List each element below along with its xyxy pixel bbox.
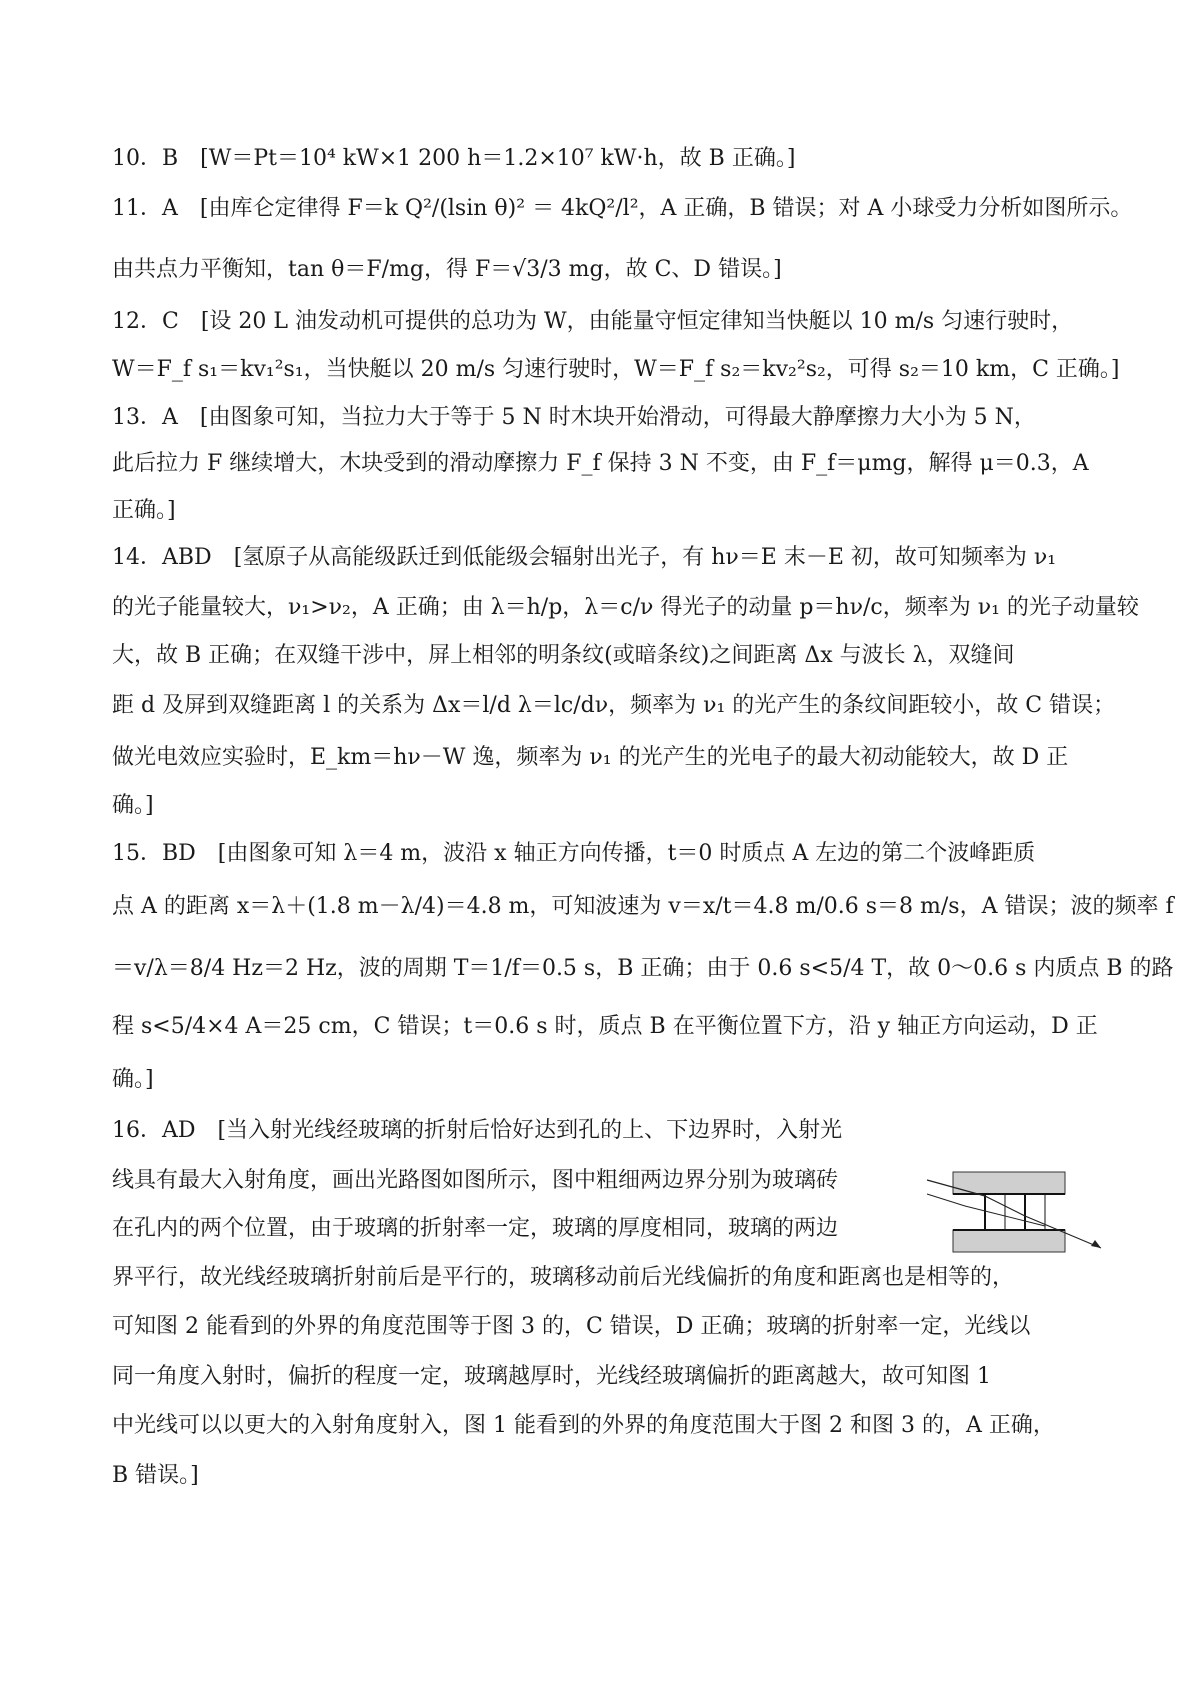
answer-line-14f: 确。] (112, 793, 154, 818)
answer-line-14c: 大，故 B 正确；在双缝干涉中，屏上相邻的明条纹(或暗条纹)之间距离 Δx 与波长 λ，双缝间 (112, 643, 1015, 668)
answer-line-15b: 点 A 的距离 x＝λ＋(1.8 m－λ/4)＝4.8 m，可知波速为 v＝x/t＝4.8 m/0.6 s＝8 m/s，A 错误；波的频率 f (112, 894, 1174, 919)
answer-line-16h: B 错误。] (112, 1463, 199, 1488)
answer-line-13a: 13．A [由图象可知，当拉力大于等于 5 N 时木块开始滑动，可得最大静摩擦力大小为 5 N， (112, 405, 1036, 430)
answer-line-14a: 14．ABD [氢原子从高能级跃迁到低能级会辐射出光子，有 hν＝E 末－E 初，故可知频率为 ν₁ (112, 545, 1057, 570)
answer-line-16e: 可知图 2 能看到的外界的角度范围等于图 3 的，C 错误，D 正确；玻璃的折射率一定，光线以 (112, 1314, 1031, 1339)
answer-line-10: 10．B [W＝Pt＝10⁴ kW×1 200 h＝1.2×10⁷ kW·h，故 B 正确。] (112, 146, 796, 171)
answer-line-15e: 确。] (112, 1067, 154, 1092)
answer-line-16b: 线具有最大入射角度，画出光路图如图所示，图中粗细两边界分别为玻璃砖 (112, 1168, 839, 1193)
answer-line-16f: 同一角度入射时，偏折的程度一定，玻璃越厚时，光线经玻璃偏折的距离越大，故可知图 1 (112, 1364, 991, 1389)
answer-line-16g: 中光线可以以更大的入射角度射入，图 1 能看到的外界的角度范围大于图 2 和图 3 的，A 正确， (112, 1413, 1055, 1438)
answer-line-16c: 在孔内的两个位置，由于玻璃的折射率一定，玻璃的厚度相同，玻璃的两边 (112, 1216, 839, 1241)
answer-line-16a: 16．AD [当入射光线经玻璃的折射后恰好达到孔的上、下边界时，入射光 (112, 1118, 843, 1143)
answer-line-11a: 11．A [由库仑定律得 F＝k Q²/(lsin θ)² ＝ 4kQ²/l²，A 正确，B 错误；对 A 小球受力分析如图所示。 (112, 196, 1133, 221)
answer-line-12a: 12．C [设 20 L 油发动机可提供的总功为 W，由能量守恒定律知当快艇以 10 m/s 匀速行驶时， (112, 309, 1074, 334)
answer-line-15c: ＝v/λ＝8/4 Hz＝2 Hz，波的周期 T＝1/f＝0.5 s，B 正确；由于 0.6 s<5/4 T，故 0～0.6 s 内质点 B 的路 (112, 956, 1174, 981)
answer-line-11b: 由共点力平衡知，tan θ＝F/mg，得 F＝√3/3 mg，故 C、D 错误。] (112, 257, 782, 282)
answer-line-14b: 的光子能量较大，ν₁>ν₂，A 正确；由 λ＝h/p，λ＝c/ν 得光子的动量 p＝hν/c，频率为 ν₁ 的光子动量较 (112, 595, 1139, 620)
answer-line-14e: 做光电效应实验时，E_km＝hν－W 逸，频率为 ν₁ 的光产生的光电子的最大初动能较大，故 D 正 (112, 745, 1069, 770)
answer-line-16d: 界平行，故光线经玻璃折射前后是平行的，玻璃移动前后光线偏折的角度和距离也是相等的， (112, 1265, 1015, 1290)
answer-line-13b: 此后拉力 F 继续增大，木块受到的滑动摩擦力 F_f 保持 3 N 不变，由 F_f＝μmg，解得 μ＝0.3，A (112, 451, 1089, 476)
answer-line-15a: 15．BD [由图象可知 λ＝4 m，波沿 x 轴正方向传播，t＝0 时质点 A 左边的第二个波峰距质 (112, 841, 1036, 866)
answer-line-12b: W＝F_f s₁＝kv₁²s₁，当快艇以 20 m/s 匀速行驶时，W＝F_f s₂＝kv₂²s₂，可得 s₂＝10 km，C 正确。] (112, 357, 1120, 382)
answer-line-13c: 正确。] (112, 498, 176, 523)
glass-refraction-diagram-icon (925, 1168, 1105, 1258)
answer-line-15d: 程 s<5/4×4 A＝25 cm，C 错误；t＝0.6 s 时，质点 B 在平衡位置下方，沿 y 轴正方向运动，D 正 (112, 1014, 1098, 1039)
answer-line-14d: 距 d 及屏到双缝距离 l 的关系为 Δx＝l/d λ＝lc/dν，频率为 ν₁ 的光产生的条纹间距较小，故 C 错误； (112, 693, 1116, 718)
